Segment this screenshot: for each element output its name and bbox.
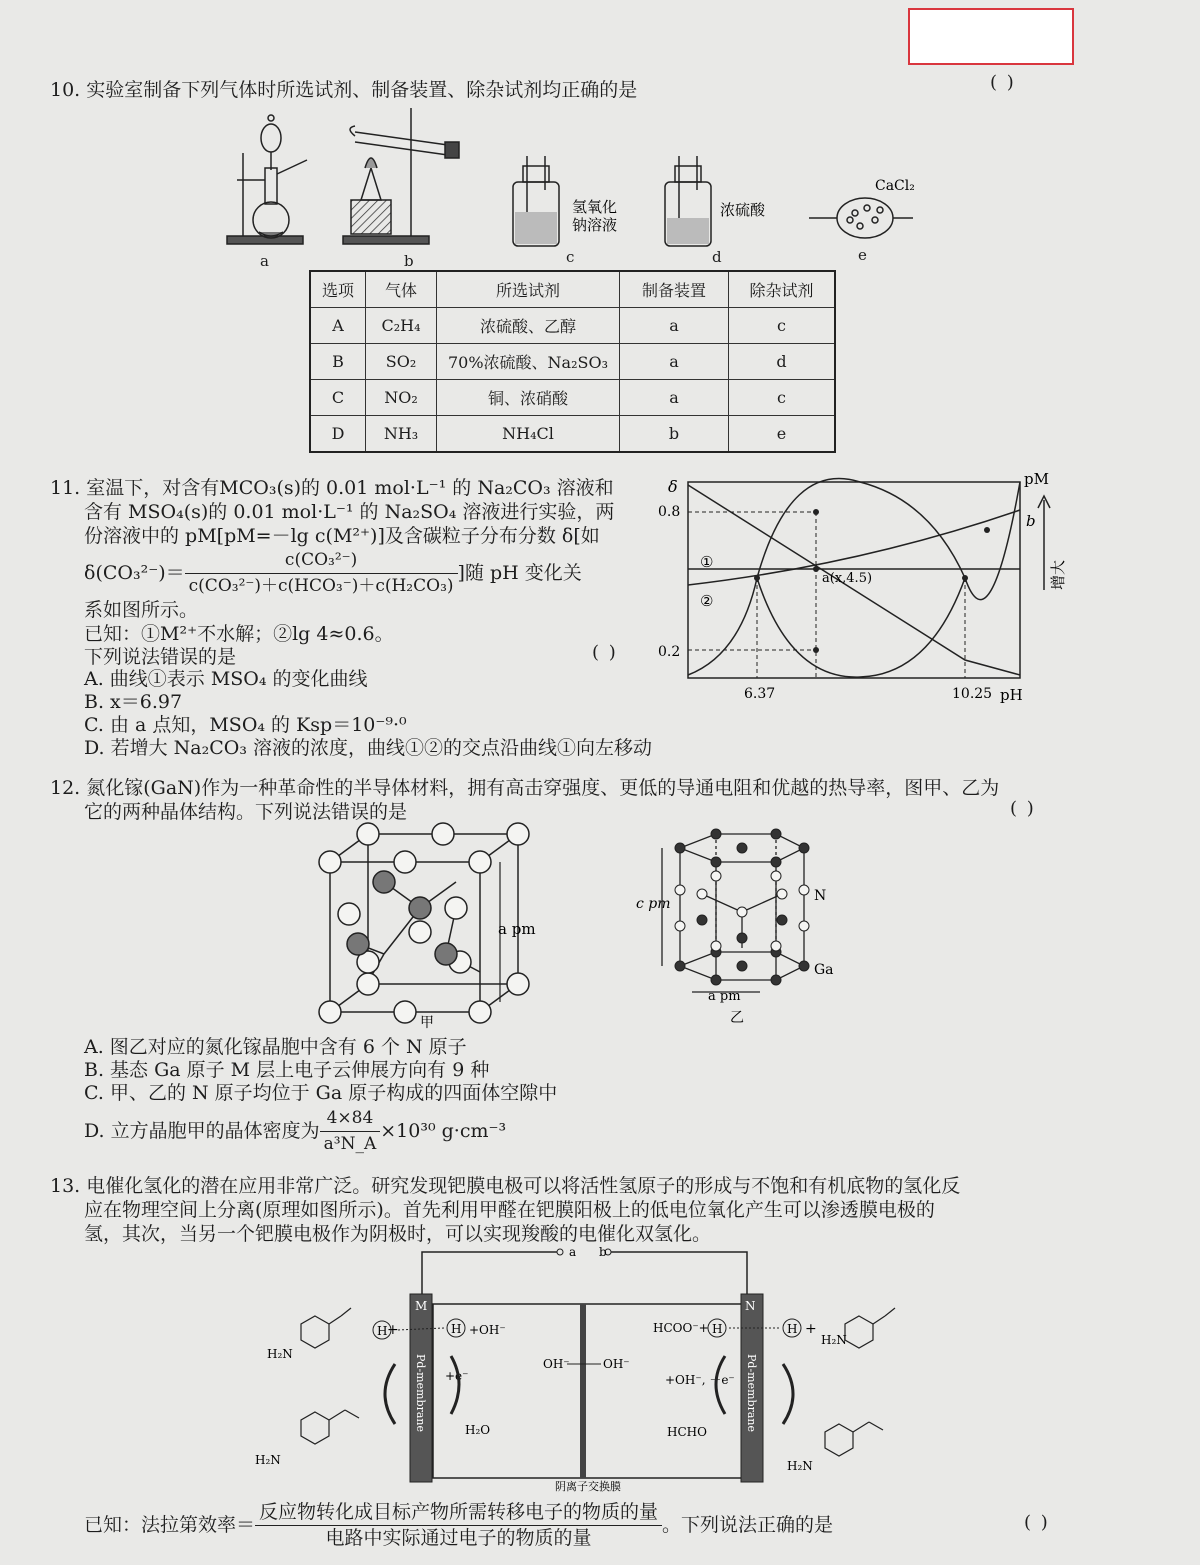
faraday-denominator: 电路中实际通过电子的物质的量 [325,1526,592,1549]
fig-yi-label: 乙 [730,1010,744,1026]
pm-arrow-label: 增大 [1049,559,1067,590]
electrode-N-label: N [745,1299,756,1313]
q11-graph [658,470,1067,705]
table-cell: c [729,308,836,344]
fig-yi-N: N [814,888,827,904]
option-d-post: ×10³⁰ g·cm⁻³ [380,1119,507,1142]
q12-figure-jia [300,822,560,1032]
table-cell: NH₄Cl [437,416,620,453]
point-a [813,566,819,572]
point-b [984,527,990,533]
c-reagent-1: 氢氧化 [572,198,618,216]
table-cell: NH₃ [366,416,437,453]
q11-option-a: A. 曲线①表示 MSO₄ 的变化曲线 [84,668,368,690]
table-cell: e [729,416,836,453]
table-cell: A [310,308,366,344]
delta-fraction [185,548,458,599]
apparatus-label-b: b [404,252,414,270]
right-top: HCOO⁻+ [653,1321,709,1335]
nh2-left-top: H₂N [267,1347,293,1361]
apparatus-label-d: d [712,248,722,266]
q11-options [84,667,652,759]
right-h-inner: H [712,1322,723,1336]
apparatus-c [513,156,559,246]
point-02 [813,647,819,653]
x-axis-label: pH [1000,686,1023,704]
table-cell: a [620,308,729,344]
table-row [310,416,835,453]
table-header: 气体 [366,271,437,308]
table-cell: c [729,380,836,416]
table-header: 制备装置 [620,271,729,308]
nh2-right-top: H₂N [821,1333,847,1347]
q11-question: 下列说法错误的是 [84,646,237,668]
fig-yi-a: a pm [708,989,741,1004]
table-row [310,344,835,380]
right-mid: +OH⁻, －e⁻ [665,1373,735,1387]
apparatus-label-c: c [566,248,575,266]
right-h-outer: H [787,1322,798,1336]
table-cell: d [729,344,836,380]
point-637 [754,575,760,581]
x-tick-1025: 10.25 [952,686,993,702]
q10-stem: 10. 实验室制备下列气体时所选试剂、制备装置、除杂试剂均正确的是 [50,79,638,101]
q13-electrolysis-diagram [255,1244,915,1494]
q11-option-d: D. 若增大 Na₂CO₃ 溶液的浓度，曲线①②的交点沿曲线①向左移动 [84,737,653,759]
q13-answer-paren: ( ) [1024,1512,1050,1533]
curve-1-label: ① [700,553,714,571]
apparatus-label-a: a [260,252,269,270]
curve-hco3-low [757,578,965,677]
curve-b-label: b [1026,512,1036,530]
c-reagent-2: 钠溶液 [572,216,618,234]
y-tick-02: 0.2 [658,644,681,660]
table-cell: b [620,416,729,453]
q11-line1: 11. 室温下，对含有MCO₃(s)的 0.01 mol·L⁻¹ 的 Na₂CO₃ 溶液和 [50,477,614,499]
q12-options [84,1035,557,1104]
table-header-row [310,271,835,308]
known-post: 。下列说法正确的是 [662,1513,834,1536]
delta-denominator: c(CO₃²⁻)＋c(HCO₃⁻)＋c(H₂CO₃) [188,575,454,596]
q13-line2: 应在物理空间上分离(原理如图所示)。首先利用甲醛在钯膜阳极上的低电位氧化产生可以渗透膜电极的 [84,1199,935,1221]
pm-axis-label: pM [1024,470,1049,488]
fig-yi-c: c pm [636,896,671,912]
left-h-inner: H [451,1322,462,1336]
e-reagent: CaCl₂ [875,178,915,194]
table-header: 除杂试剂 [729,271,836,308]
left-electron: +e⁻ [445,1369,469,1383]
density-denominator: a³N_A [323,1133,377,1154]
table-header: 所选试剂 [437,271,620,308]
table-cell: SO₂ [366,344,437,380]
q10-answer-paren: ( ) [990,72,1016,93]
center-oh-right: OH⁻ [603,1357,630,1371]
faraday-fraction [255,1500,662,1551]
fig-jia-label: 甲 [420,1015,434,1031]
delta-axis-label: δ [668,477,678,496]
center-oh-left: OH⁻ [543,1357,570,1371]
q12-answer-paren: ( ) [1010,798,1036,819]
apparatus-a [227,115,307,244]
delta-numerator: c(CO₃²⁻) [185,548,458,574]
x-tick-637: 6.37 [744,686,776,702]
terminal-a: a [569,1245,577,1259]
nh2-right-bottom: H₂N [787,1459,813,1473]
nh2-left-bottom: H₂N [255,1453,281,1467]
q11-delta-formula [84,548,582,598]
table-row [310,308,835,344]
q10-options-table [309,270,836,453]
left-water: H₂O [465,1423,491,1437]
q12-line2: 它的两种晶体结构。下列说法错误的是 [84,801,408,823]
q13-faraday-efficiency [84,1496,833,1554]
table-cell: a [620,380,729,416]
q13-line1: 13. 电催化氢化的潜在应用非常广泛。研究发现钯膜电极可以将活性氢原子的形成与不饱和有机底物的氢化反 [50,1175,961,1197]
density-numerator: 4×84 [320,1106,381,1132]
option-d-pre: D. 立方晶胞甲的晶体密度为 [84,1119,320,1142]
q11-answer-paren: ( ) [592,642,618,663]
q12-figure-yi [632,822,852,1032]
left-h-outer: H [377,1324,388,1338]
fig-jia-dim: a pm [498,920,536,938]
q12-option-c: C. 甲、乙的 N 原子均位于 Ga 原子构成的四面体空隙中 [84,1082,558,1104]
q12-option-d [84,1108,506,1154]
left-plus: + [387,1322,399,1338]
table-cell: a [620,344,729,380]
apparatus-e [809,198,913,238]
apparatus-label-e: e [858,246,867,264]
q11-line3: 份溶液中的 pM[pM=－lg c(M²⁺)]及含碳粒子分布分数 δ[如 [84,525,600,547]
apparatus-d [665,156,711,246]
q12-option-a: A. 图乙对应的氮化镓晶胞中含有 6 个 N 原子 [84,1036,467,1058]
point-a-label: a(x,4.5) [822,571,873,586]
point-1025 [962,575,968,581]
point-08 [813,509,819,515]
table-cell: C₂H₄ [366,308,437,344]
table-cell: 铜、浓硝酸 [437,380,620,416]
membrane-right-label: Pd-membrane [745,1354,758,1432]
q11-known: 已知：①M²⁺不水解；②lg 4≈0.6。 [84,623,394,645]
delta-rhs: ]随 pH 变化关 [457,561,582,584]
right-hcho: HCHO [667,1425,707,1439]
known-pre: 已知：法拉第效率＝ [84,1513,256,1536]
right-plus: + [805,1321,817,1337]
table-header: 选项 [310,271,366,308]
q10-apparatus-figure [215,108,935,268]
apparatus-b [343,108,459,244]
q13-line3: 氢，其次，当另一个钯膜电极作为阴极时，可以实现羧酸的电催化双氢化。 [84,1223,712,1245]
electrode-M-label: M [415,1299,428,1313]
q11-line2: 含有 MSO₄(s)的 0.01 mol·L⁻¹ 的 Na₂SO₄ 溶液进行实验，两 [84,501,615,523]
d-reagent: 浓硫酸 [720,201,766,219]
table-cell: D [310,416,366,453]
redacted-box [908,8,1074,65]
table-cell: NO₂ [366,380,437,416]
delta-lhs: δ(CO₃²⁻)＝ [84,561,185,584]
table-row [310,380,835,416]
fig-yi-Ga: Ga [814,962,834,978]
anion-exchange-membrane [580,1304,586,1478]
q11-line5: 系如图所示。 [84,599,199,621]
curve-2-label: ② [700,592,714,610]
table-cell: B [310,344,366,380]
membrane-left-label: Pd-membrane [414,1354,427,1432]
density-fraction [320,1106,381,1157]
q12-option-b: B. 基态 Ga 原子 M 层上电子云伸展方向有 9 种 [84,1059,490,1081]
table-cell: C [310,380,366,416]
q12-line1: 12. 氮化镓(GaN)作为一种革命性的半导体材料，拥有高击穿强度、更低的导通电阻和优越的热导率，图甲、乙为 [50,777,1000,799]
table-cell: 浓硫酸、乙醇 [437,308,620,344]
y-tick-08: 0.8 [658,504,681,520]
membrane-text: 阴离子交换膜 [555,1480,621,1493]
faraday-numerator: 反应物转化成目标产物所需转移电子的物质的量 [255,1500,662,1526]
q11-option-c: C. 由 a 点知，MSO₄ 的 Ksp＝10⁻⁹·⁰ [84,714,407,736]
q11-option-b: B. x＝6.97 [84,691,183,713]
terminal-b: b [599,1245,607,1259]
table-cell: 70%浓硫酸、Na₂SO₃ [437,344,620,380]
left-top-oh: +OH⁻ [469,1323,506,1337]
